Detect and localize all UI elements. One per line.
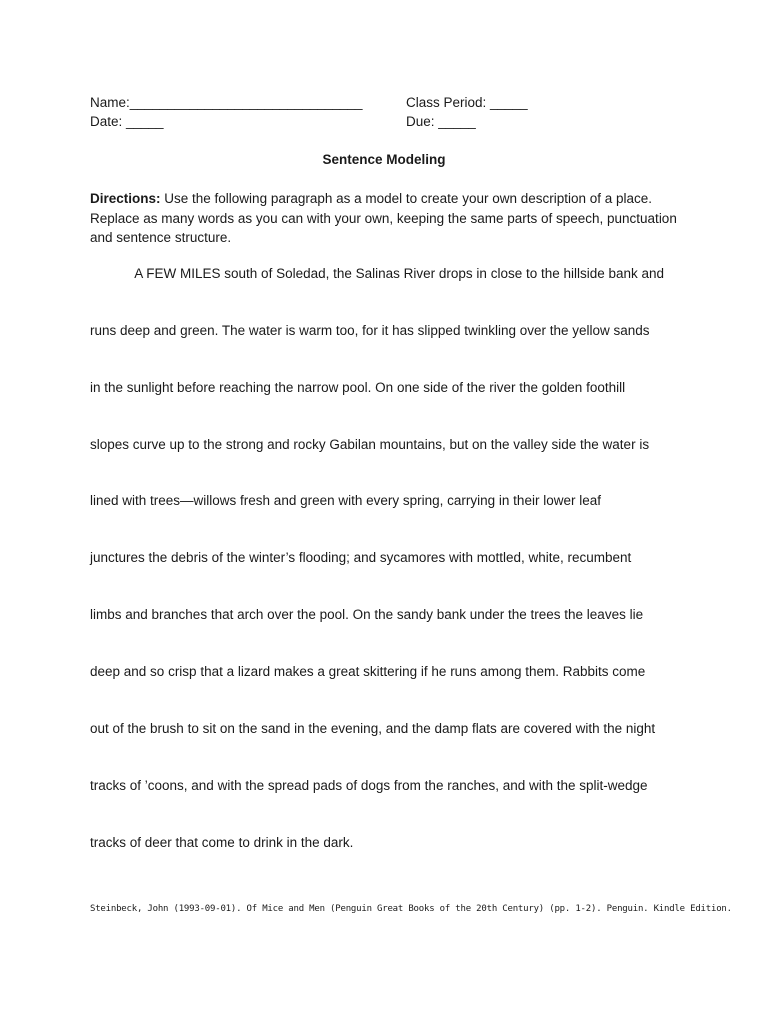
directions-text: Use the following paragraph as a model to create your own description of a place. Replace as many words as you can with your own, keeping the same parts of speech, punctuation and sentence structure. [90, 191, 677, 245]
page-title: Sentence Modeling [322, 152, 446, 167]
citation: Steinbeck, John (1993-09-01). Of Mice and Men (Penguin Great Books of the 20th Century) (pp. 1-2). Penguin. Kindle Edition. [90, 904, 732, 914]
date-field: Date: _____ [90, 114, 164, 129]
passage-line: lined with trees—willows fresh and green with every spring, carrying in their lower leaf [90, 493, 601, 508]
due-field: Due: _____ [406, 114, 476, 129]
passage-line: tracks of ’coons, and with the spread pads of dogs from the ranches, and with the split-wedge [90, 778, 648, 793]
passage-line: deep and so crisp that a lizard makes a great skittering if he runs among them. Rabbits come [90, 664, 646, 679]
class-period-field: Class Period: _____ [406, 95, 528, 110]
passage-line: out of the brush to sit on the sand in the evening, and the damp flats are covered with the night [90, 721, 656, 736]
passage-line: A FEW MILES south of Soledad, the Salinas River drops in close to the hillside bank and [90, 266, 665, 281]
directions-paragraph [90, 189, 690, 248]
name-field: Name:_______________________________ [90, 95, 363, 110]
passage-line: tracks of deer that come to drink in the dark. [90, 835, 354, 850]
passage-line: limbs and branches that arch over the pool. On the sandy bank under the trees the leaves lie [90, 607, 644, 622]
passage-line: in the sunlight before reaching the narrow pool. On one side of the river the golden foothill [90, 380, 626, 395]
directions-label: Directions: [90, 191, 161, 206]
passage-line: slopes curve up to the strong and rocky Gabilan mountains, but on the valley side the water is [90, 437, 650, 452]
passage-line: runs deep and green. The water is warm too, for it has slipped twinkling over the yellow sands [90, 323, 650, 338]
passage-line: junctures the debris of the winter’s flooding; and sycamores with mottled, white, recumbent [90, 550, 632, 565]
